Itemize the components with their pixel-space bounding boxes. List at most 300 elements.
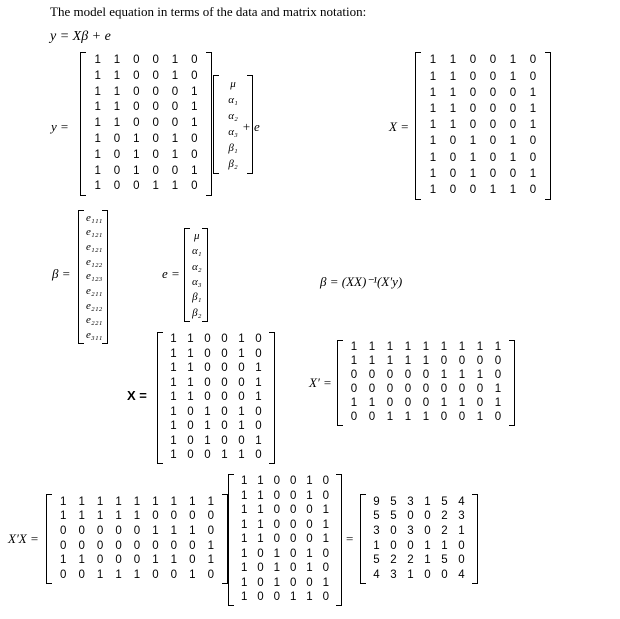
matrix-cell: 0 (494, 355, 502, 368)
matrix-cell: 1 (273, 576, 281, 589)
matrix-cell: 0 (133, 180, 140, 193)
matrix-cell: 0 (221, 391, 228, 404)
matrix-cell: 1 (494, 397, 502, 410)
matrix-cell: 1 (424, 495, 431, 508)
matrix-cell: 0 (404, 383, 412, 396)
matrix-cell: 0 (257, 562, 264, 575)
matrix-cell: 1 (238, 347, 245, 360)
matrix-cell: α₃ (192, 276, 202, 289)
matrix-cell: e₁₂₃ (86, 270, 103, 283)
matrix-cell: 1 (322, 533, 330, 546)
matrix-right-bracket (206, 52, 212, 196)
matrix-cell: 0 (257, 547, 264, 560)
matrix-cell: 0 (407, 510, 414, 523)
matrix-cell: 1 (494, 383, 502, 396)
matrix-cell: 1 (207, 495, 214, 508)
matrix-cell: 0 (221, 420, 228, 433)
matrix-cell: 0 (509, 167, 517, 180)
matrix-cell: 1 (187, 391, 194, 404)
matrix-cell: 1 (273, 562, 281, 575)
matrix-cell: 1 (94, 54, 101, 67)
matrix-cell: 1 (240, 504, 248, 517)
matrix-cell: 0 (152, 133, 159, 146)
Xt-equals-label: X′ = (309, 375, 332, 390)
matrix-cell: α₁ (228, 93, 238, 106)
matrix-cell: 1 (529, 103, 537, 116)
matrix-cell: 1 (509, 184, 517, 197)
matrix-cell: 1 (238, 333, 245, 346)
matrix-cell: 0 (322, 562, 330, 575)
matrix-cell: 1 (441, 539, 448, 552)
matrix-right-bracket (269, 332, 275, 464)
matrix-cell: 1 (306, 475, 313, 488)
matrix-cell: 1 (60, 510, 67, 523)
matrix-cell: 0 (306, 518, 313, 531)
matrix-cell: 0 (115, 524, 122, 537)
matrix-cell: 0 (509, 86, 517, 99)
matrix-cell: 0 (476, 355, 484, 368)
matrix-cell: 1 (94, 164, 101, 177)
matrix-cell: e₁₂₂ (86, 255, 103, 268)
matrix-cell: 0 (187, 449, 194, 462)
matrix-cell: 0 (221, 434, 228, 447)
matrix-cell: 1 (189, 524, 196, 537)
matrix-cell: 0 (440, 383, 448, 396)
matrix-cell: 1 (429, 103, 437, 116)
matrix-cell: 1 (458, 397, 466, 410)
matrix-cell: 5 (373, 554, 380, 567)
matrix-cell: 0 (407, 539, 414, 552)
matrix-cell: 0 (207, 524, 214, 537)
matrix-cell: 0 (469, 184, 477, 197)
matrix-cell: 0 (170, 568, 178, 581)
matrix-cell: 0 (494, 369, 502, 382)
matrix-cell: 1 (350, 397, 358, 410)
matrix-left-bracket (415, 52, 421, 200)
matrix-cell: 1 (189, 568, 196, 581)
matrix-cell: 0 (207, 510, 214, 523)
matrix-cell: 0 (289, 562, 297, 575)
matrix-cell: 0 (170, 539, 178, 552)
matrix-cell: 5 (441, 495, 448, 508)
matrix-cell: 1 (424, 554, 431, 567)
matrix-cell: 2 (407, 554, 414, 567)
matrix-cell: 0 (96, 539, 104, 552)
matrix-cell: 1 (306, 489, 313, 502)
matrix-cell: 0 (322, 475, 330, 488)
matrix-cell: 0 (113, 164, 121, 177)
matrix-cell: 0 (289, 489, 297, 502)
matrix-cell: 0 (191, 69, 198, 82)
matrix-cell: 1 (255, 376, 262, 389)
matrix-cell: 0 (191, 180, 198, 193)
matrix-cell: 1 (60, 495, 67, 508)
matrix-cell: 0 (152, 568, 159, 581)
matrix-cell: 0 (204, 362, 211, 375)
XtX-equals-label: X′X = (8, 531, 39, 546)
matrix-cell: 0 (152, 117, 159, 130)
matrix-cell: 0 (489, 103, 497, 116)
matrix-cell: 0 (489, 86, 497, 99)
matrix-cell: 1 (240, 518, 248, 531)
matrix-cell: 1 (240, 576, 248, 589)
matrix-cell: 1 (368, 355, 376, 368)
matrix-cell: 0 (529, 184, 537, 197)
matrix-cell: 0 (152, 510, 159, 523)
matrix-cell: 1 (306, 562, 313, 575)
matrix-cell: 0 (255, 333, 262, 346)
matrix-cell: 1 (96, 495, 104, 508)
matrix-cell: 1 (458, 524, 465, 537)
matrix-cell: e₂₂₁ (86, 314, 103, 327)
equals-sign: = (346, 531, 354, 546)
matrix-cell: 1 (191, 101, 198, 114)
matrix-cell: 0 (390, 539, 397, 552)
matrix-cell: 1 (476, 411, 484, 424)
matrix-cell: α₂ (192, 260, 202, 273)
design-matrix-X (80, 52, 212, 196)
matrix-cell: 0 (238, 434, 245, 447)
matrix-cell: 1 (489, 184, 497, 197)
matrix-cell: 5 (390, 510, 397, 523)
matrix-cell: α₃ (228, 126, 238, 139)
matrix-cell: 0 (170, 510, 178, 523)
matrix-cell: 1 (469, 135, 477, 148)
matrix-cell: 1 (404, 355, 412, 368)
matrix-left-bracket (228, 474, 234, 606)
matrix-cell: 0 (152, 69, 159, 82)
matrix-cell: 0 (255, 449, 262, 462)
matrix-cell: 1 (422, 411, 430, 424)
matrix-cell: 1 (429, 54, 437, 67)
matrix-cell: 0 (133, 85, 140, 98)
matrix-cell: 0 (273, 489, 281, 502)
matrix-cell: 0 (529, 135, 537, 148)
matrix-cell: 3 (407, 524, 414, 537)
matrix-cell: 1 (204, 405, 211, 418)
matrix-cell: 0 (238, 391, 245, 404)
matrix-cell: 0 (191, 54, 198, 67)
matrix-cell: 0 (489, 135, 497, 148)
design-matrix-X-middle (157, 332, 275, 464)
plus-e-label: + e (242, 119, 260, 134)
matrix-cell: 0 (289, 576, 297, 589)
beta-equals-label: β = (52, 266, 71, 281)
matrix-cell: 0 (133, 101, 140, 114)
matrix-cell: 0 (171, 117, 179, 130)
y-equals-label: y = (51, 119, 69, 134)
matrix-cell: 1 (78, 495, 85, 508)
matrix-cell: 0 (469, 70, 477, 83)
matrix-cell: 0 (458, 355, 466, 368)
matrix-cell: 0 (152, 148, 159, 161)
matrix-cell: 2 (441, 510, 448, 523)
matrix-cell: 0 (171, 85, 179, 98)
matrix-cell: μ (230, 77, 236, 90)
matrix-right-bracket (202, 228, 208, 322)
matrix-cell: 1 (204, 434, 211, 447)
matrix-cell: 1 (115, 568, 122, 581)
matrix-cell: 0 (60, 539, 67, 552)
matrix-cell: 1 (322, 518, 330, 531)
matrix-cell: 0 (489, 54, 497, 67)
matrix-cell: 0 (189, 539, 196, 552)
matrix-cell: 0 (187, 434, 194, 447)
matrix-cell: 0 (489, 151, 497, 164)
matrix-cell: 0 (78, 524, 85, 537)
e-vector (184, 228, 208, 322)
matrix-cell: 0 (322, 547, 330, 560)
matrix-cell: 0 (133, 117, 140, 130)
matrix-cell: 0 (509, 119, 517, 132)
matrix-cell: 0 (171, 101, 179, 114)
matrix-cell: 0 (289, 547, 297, 560)
matrix-cell: 0 (469, 119, 477, 132)
transpose-matrix-Xt-bottom (46, 494, 228, 584)
matrix-cell: 1 (94, 180, 101, 193)
matrix-cell: 0 (191, 148, 198, 161)
matrix-cell: 1 (170, 449, 177, 462)
matrix-cell: 1 (191, 85, 198, 98)
matrix-cell: 0 (273, 533, 281, 546)
matrix-cell: 1 (113, 54, 121, 67)
matrix-cell: e₁₂₁ (86, 241, 103, 254)
matrix-cell: 0 (422, 369, 430, 382)
matrix-cell: 0 (255, 347, 262, 360)
matrix-cell: 1 (429, 184, 437, 197)
matrix-cell: 0 (238, 376, 245, 389)
X-bold-label: X = (127, 388, 147, 403)
matrix-cell: 0 (449, 167, 457, 180)
matrix-cell: 2 (441, 524, 448, 537)
matrix-cell: 0 (322, 591, 330, 604)
matrix-left-bracket (46, 494, 52, 584)
matrix-cell: 0 (255, 420, 262, 433)
matrix-cell: 1 (238, 449, 245, 462)
matrix-cell: e₁₂₁ (86, 226, 103, 239)
matrix-cell: 5 (373, 510, 380, 523)
matrix-cell: 1 (306, 591, 313, 604)
matrix-cell: 3 (390, 568, 397, 581)
matrix-cell: 1 (469, 167, 477, 180)
matrix-cell: 1 (170, 434, 177, 447)
matrix-cell: 0 (440, 355, 448, 368)
matrix-cell: 1 (96, 510, 104, 523)
matrix-cell: 0 (221, 376, 228, 389)
matrix-cell: 1 (240, 489, 248, 502)
matrix-cell: 0 (469, 103, 477, 116)
matrix-cell: 0 (289, 518, 297, 531)
matrix-cell: 0 (113, 148, 121, 161)
matrix-cell: 0 (306, 576, 313, 589)
matrix-cell: 0 (133, 554, 141, 567)
matrix-cell: 0 (424, 510, 431, 523)
matrix-cell: 1 (407, 568, 414, 581)
matrix-cell: 1 (440, 341, 448, 354)
matrix-cell: β₂ (228, 158, 238, 171)
matrix-cell: 0 (96, 554, 104, 567)
matrix-cell: 1 (509, 70, 517, 83)
matrix-cell: 3 (458, 510, 465, 523)
matrix-cell: 1 (170, 495, 178, 508)
matrix-cell: 1 (529, 86, 537, 99)
transpose-matrix-Xt (337, 340, 515, 426)
matrix-cell: 0 (469, 86, 477, 99)
matrix-cell: 0 (60, 524, 67, 537)
matrix-cell: 1 (113, 101, 121, 114)
matrix-cell: 1 (240, 591, 248, 604)
matrix-cell: 1 (171, 133, 179, 146)
matrix-cell: 0 (404, 369, 412, 382)
matrix-cell: 0 (96, 524, 104, 537)
matrix-cell: 1 (350, 355, 358, 368)
matrix-cell: 1 (368, 397, 376, 410)
matrix-cell: 1 (115, 495, 122, 508)
matrix-cell: 0 (390, 524, 397, 537)
matrix-cell: 0 (152, 54, 159, 67)
matrix-right-bracket (545, 52, 551, 200)
matrix-cell: 0 (494, 411, 502, 424)
matrix-cell: 1 (422, 355, 430, 368)
matrix-cell: 1 (322, 504, 330, 517)
matrix-cell: 1 (322, 576, 330, 589)
matrix-cell: 0 (221, 347, 228, 360)
X-equals-label: X = (389, 119, 409, 134)
matrix-cell: 0 (273, 518, 281, 531)
matrix-cell: 1 (255, 362, 262, 375)
matrix-cell: 0 (204, 391, 211, 404)
matrix-cell: 0 (489, 119, 497, 132)
matrix-cell: 1 (449, 70, 457, 83)
matrix-cell: 1 (449, 54, 457, 67)
matrix-cell: e₂₁₂ (86, 299, 103, 312)
matrix-cell: 0 (449, 135, 457, 148)
matrix-cell: 1 (113, 117, 121, 130)
matrix-cell: 3 (407, 495, 414, 508)
design-matrix-X-right (415, 52, 551, 200)
matrix-cell: 1 (152, 524, 159, 537)
matrix-cell: 1 (170, 420, 177, 433)
matrix-cell: 1 (78, 510, 85, 523)
matrix-cell: 1 (240, 533, 248, 546)
matrix-cell: 0 (221, 362, 228, 375)
matrix-cell: 1 (94, 133, 101, 146)
matrix-cell: 0 (221, 405, 228, 418)
matrix-cell: 0 (322, 489, 330, 502)
matrix-cell: 0 (404, 397, 412, 410)
matrix-cell: α₂ (228, 109, 238, 122)
matrix-cell: 0 (204, 449, 211, 462)
matrix-cell: 1 (171, 180, 179, 193)
matrix-cell: 3 (373, 524, 380, 537)
matrix-cell: 1 (170, 554, 178, 567)
matrix-cell: 1 (170, 405, 177, 418)
matrix-cell: 0 (255, 405, 262, 418)
matrix-cell: 1 (429, 167, 437, 180)
matrix-cell: 1 (257, 533, 264, 546)
matrix-cell: 1 (189, 495, 196, 508)
matrix-cell: e₂₁₁ (86, 285, 103, 298)
matrix-cell: 0 (115, 554, 122, 567)
matrix-cell: 1 (429, 135, 437, 148)
matrix-cell: 1 (449, 119, 457, 132)
matrix-cell: 0 (350, 369, 358, 382)
matrix-cell: 2 (390, 554, 397, 567)
matrix-cell: 1 (476, 369, 484, 382)
matrix-cell: 0 (113, 133, 121, 146)
matrix-cell: 1 (509, 135, 517, 148)
matrix-cell: 1 (240, 547, 248, 560)
matrix-cell: 0 (441, 568, 448, 581)
matrix-cell: 0 (469, 54, 477, 67)
matrix-cell: 0 (368, 411, 376, 424)
matrix-cell: 4 (458, 495, 465, 508)
matrix-cell: 1 (429, 70, 437, 83)
matrix-right-bracket (336, 474, 342, 606)
matrix-cell: 1 (494, 341, 502, 354)
matrix-cell: 0 (113, 180, 121, 193)
matrix-cell: 1 (191, 164, 198, 177)
matrix-cell: 0 (115, 539, 122, 552)
matrix-cell: 0 (257, 576, 264, 589)
matrix-cell: 1 (257, 518, 264, 531)
matrix-cell: 0 (189, 510, 196, 523)
matrix-cell: 5 (441, 554, 448, 567)
XtX-result-matrix (360, 494, 478, 584)
matrix-cell: 1 (509, 54, 517, 67)
e-equals-label: e = (162, 266, 180, 281)
matrix-cell: 0 (78, 568, 85, 581)
matrix-cell: 0 (458, 539, 465, 552)
matrix-cell: 0 (476, 397, 484, 410)
matrix-cell: β₁ (228, 142, 238, 155)
matrix-cell: 1 (170, 362, 177, 375)
matrix-cell: 0 (306, 504, 313, 517)
matrix-cell: 1 (429, 119, 437, 132)
matrix-cell: 1 (350, 341, 358, 354)
matrix-cell: 1 (386, 341, 394, 354)
matrix-cell: 1 (187, 333, 194, 346)
matrix-cell: 1 (133, 148, 140, 161)
matrix-cell: 0 (458, 383, 466, 396)
matrix-cell: 1 (257, 504, 264, 517)
matrix-cell: e₁₁₁ (86, 211, 103, 224)
matrix-cell: 0 (204, 376, 211, 389)
matrix-cell: 1 (289, 591, 297, 604)
matrix-cell: 0 (152, 164, 159, 177)
matrix-cell: 0 (133, 69, 140, 82)
matrix-cell: 1 (368, 341, 376, 354)
matrix-cell: 0 (350, 383, 358, 396)
matrix-cell: 0 (78, 539, 85, 552)
matrix-cell: 0 (386, 369, 394, 382)
matrix-cell: 1 (204, 420, 211, 433)
matrix-cell: 1 (257, 489, 264, 502)
matrix-cell: 1 (238, 405, 245, 418)
matrix-cell: 1 (133, 495, 141, 508)
matrix-cell: 0 (509, 103, 517, 116)
matrix-cell: 0 (152, 85, 159, 98)
matrix-cell: 1 (170, 333, 177, 346)
matrix-cell: 0 (133, 54, 140, 67)
matrix-cell: 0 (133, 539, 141, 552)
matrix-cell: 1 (386, 355, 394, 368)
matrix-cell: 0 (204, 333, 211, 346)
matrix-left-bracket (184, 228, 190, 322)
matrix-cell: 0 (529, 70, 537, 83)
matrix-cell: 0 (449, 151, 457, 164)
matrix-cell: 1 (386, 411, 394, 424)
